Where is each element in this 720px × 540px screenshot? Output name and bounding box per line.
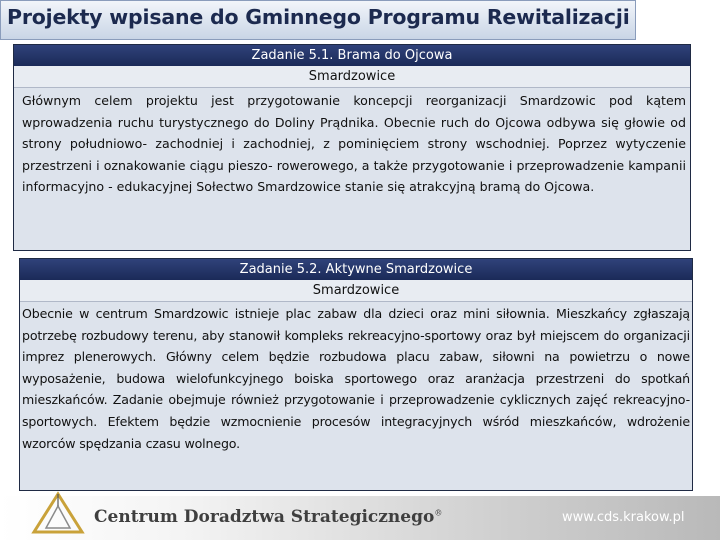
website-url[interactable]: www.cds.krakow.pl bbox=[562, 510, 685, 525]
task-location: Smardzowice bbox=[20, 280, 692, 302]
task-description: Obecnie w centrum Smardzowic istnieje plac zabaw dla dzieci oraz mini siłownia. Mieszkańcy zgłaszają potrzebę rozbudowy terenu, aby stanowił kompleks rekreacyjno-sportowy oraz był miejscem do organizacji imprez plenerowych. Główny celem będzie rozbudowa placu zabaw, siłowni na powietrzu o nowe wyposażenie, budowa wielofunkcyjnego boiska sportowego oraz aranżacja przestrzeni do spotkań mieszkańców. Zadanie obejmuje również przygotowanie i przeprowadzenie cyklicznych zajęć rekreacyjno-sportowych. Efektem będzie wzmocnienie procesów integracyjnych wśród mieszkańców, wdrożenie wzorców spędzania czasu wolnego. bbox=[22, 306, 690, 451]
task-panel-5-2 bbox=[19, 258, 693, 491]
title-bar bbox=[0, 0, 636, 40]
task-header: Zadanie 5.2. Aktywne Smardzowice bbox=[20, 259, 692, 280]
brand-name: Centrum Doradztwa Strategicznego® bbox=[94, 507, 443, 527]
task-header: Zadanie 5.1. Brama do Ojcowa bbox=[14, 45, 690, 66]
registered-mark: ® bbox=[434, 508, 443, 518]
triangle-logo-icon bbox=[30, 490, 86, 536]
task-panel-5-1 bbox=[13, 44, 691, 251]
task-description: Głównym celem projektu jest przygotowanie koncepcji reorganizacji Smardzowic pod kątem wprowadzenia ruchu turystycznego do Doliny Prądnika. Obecnie ruch do Ojcowa odbywa się głowie od strony południowo- zachodniej i zachodniej, z pominięciem strony wschodniej. Poprzez wytyczenie przestrzeni i oznakowanie ciągu pieszo- rowerowego, a także przygotowanie i przeprowadzenie kampanii informacyjno - edukacyjnej Sołectwo Smardzowice stanie się atrakcyjną bramą do Ojcowa. bbox=[22, 93, 686, 195]
page-title: Projekty wpisane do Gminnego Programu Rewitalizacji bbox=[7, 5, 630, 29]
task-location: Smardzowice bbox=[14, 66, 690, 88]
